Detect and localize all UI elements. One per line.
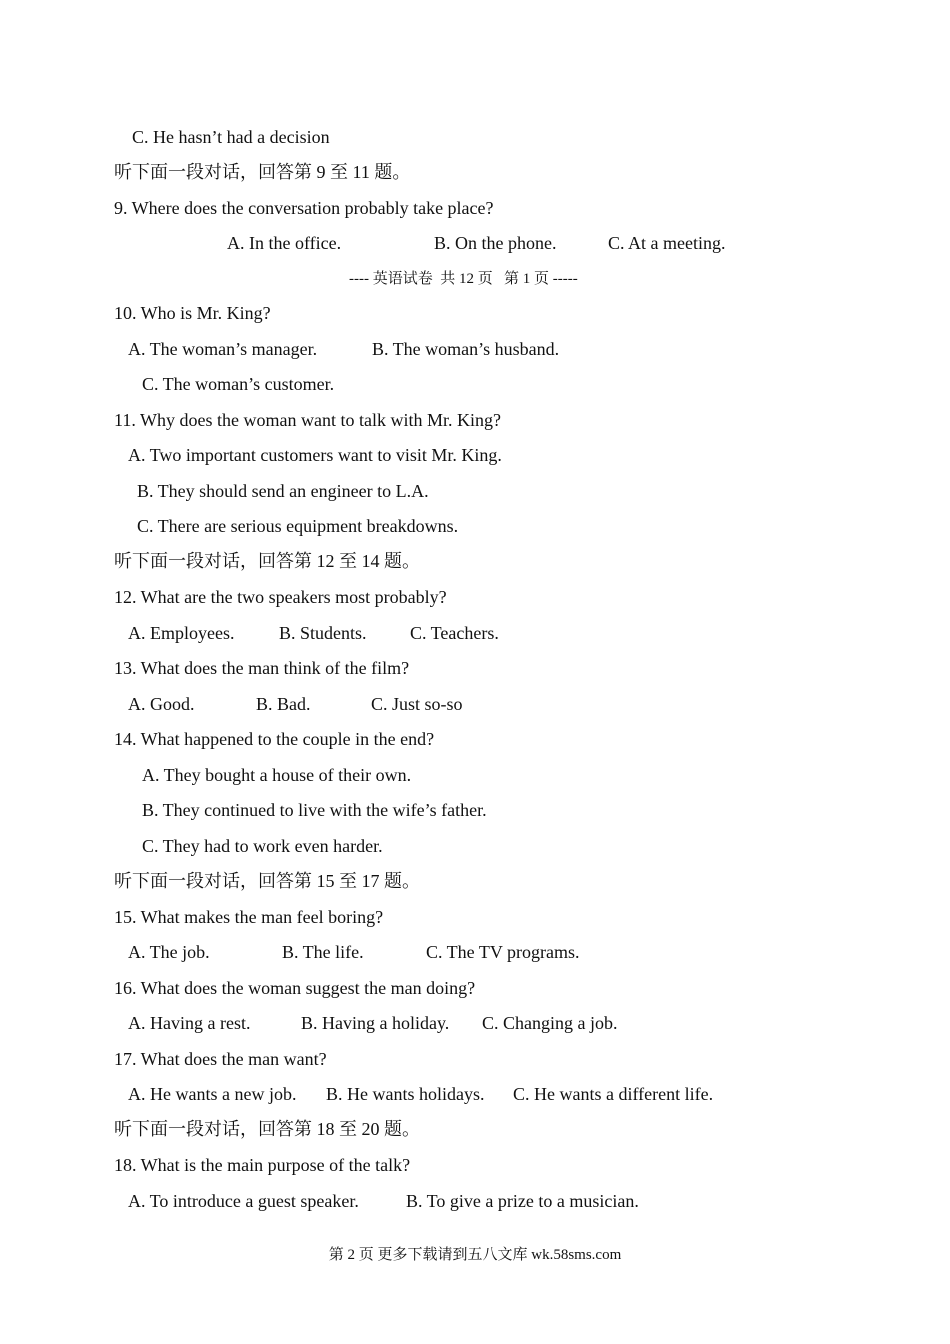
q14-question: 14. What happened to the couple in the end? [114,729,435,749]
q17-question: 17. What does the man want? [114,1049,327,1069]
q9-option-c: C. At a meeting. [608,233,726,253]
q10-option-b: B. The woman’s husband. [372,339,560,359]
q10-option-a: A. The woman’s manager. [128,339,318,359]
q12-option-a: A. Employees. [128,623,235,643]
q12-option-c: C. Teachers. [410,623,499,643]
section-instruction-12-14: 听下面一段对话，回答第 12 至 14 题。 [114,551,420,571]
page-footer: 第 2 页 更多下载请到五八文库 wk.58sms.com [328,1247,622,1263]
q14-option-b: B. They continued to live with the wife’s father. [142,800,487,820]
q15-question: 15. What makes the man feel boring? [114,907,384,927]
section-instruction-15-17: 听下面一段对话，回答第 15 至 17 题。 [114,871,420,891]
q17-option-b: B. He wants holidays. [326,1084,485,1104]
section-instruction-18-20: 听下面一段对话，回答第 18 至 20 题。 [114,1119,420,1139]
q13-option-a: A. Good. [128,694,195,714]
q12-question: 12. What are the two speakers most probably? [114,587,447,607]
q14-option-c: C. They had to work even harder. [142,836,383,856]
q15-option-a: A. The job. [128,942,210,962]
q16-option-c: C. Changing a job. [482,1013,618,1033]
q16-option-b: B. Having a holiday. [301,1013,450,1033]
page-divider: ---- 英语试卷 共 12 页 第 1 页 ----- [349,271,578,287]
q11-option-c: C. There are serious equipment breakdowns. [137,516,459,536]
q11-question: 11. Why does the woman want to talk with Mr. King? [114,410,501,430]
q11-option-b: B. They should send an engineer to L.A. [137,481,429,501]
q14-option-a: A. They bought a house of their own. [142,765,412,785]
q12-option-b: B. Students. [279,623,367,643]
q13-question: 13. What does the man think of the film? [114,658,410,678]
q9-option-b: B. On the phone. [434,233,557,253]
q18-option-b: B. To give a prize to a musician. [406,1191,639,1211]
section-instruction-9-11: 听下面一段对话，回答第 9 至 11 题。 [114,162,411,182]
q16-option-a: A. Having a rest. [128,1013,251,1033]
q18-question: 18. What is the main purpose of the talk? [114,1155,411,1175]
q10-question: 10. Who is Mr. King? [114,303,271,323]
q11-option-a: A. Two important customers want to visit Mr. King. [128,445,502,465]
q15-option-b: B. The life. [282,942,364,962]
q16-question: 16. What does the woman suggest the man doing? [114,978,476,998]
q13-option-b: B. Bad. [256,694,311,714]
q17-option-a: A. He wants a new job. [128,1084,297,1104]
q17-option-c: C. He wants a different life. [513,1084,714,1104]
q13-option-c: C. Just so-so [371,694,463,714]
q8-option-c: C. He hasn’t had a decision [132,127,330,147]
q10-option-c: C. The woman’s customer. [142,374,335,394]
q15-option-c: C. The TV programs. [426,942,580,962]
q9-question: 9. Where does the conversation probably take place? [114,198,494,218]
q9-option-a: A. In the office. [227,233,342,253]
q18-option-a: A. To introduce a guest speaker. [128,1191,359,1211]
